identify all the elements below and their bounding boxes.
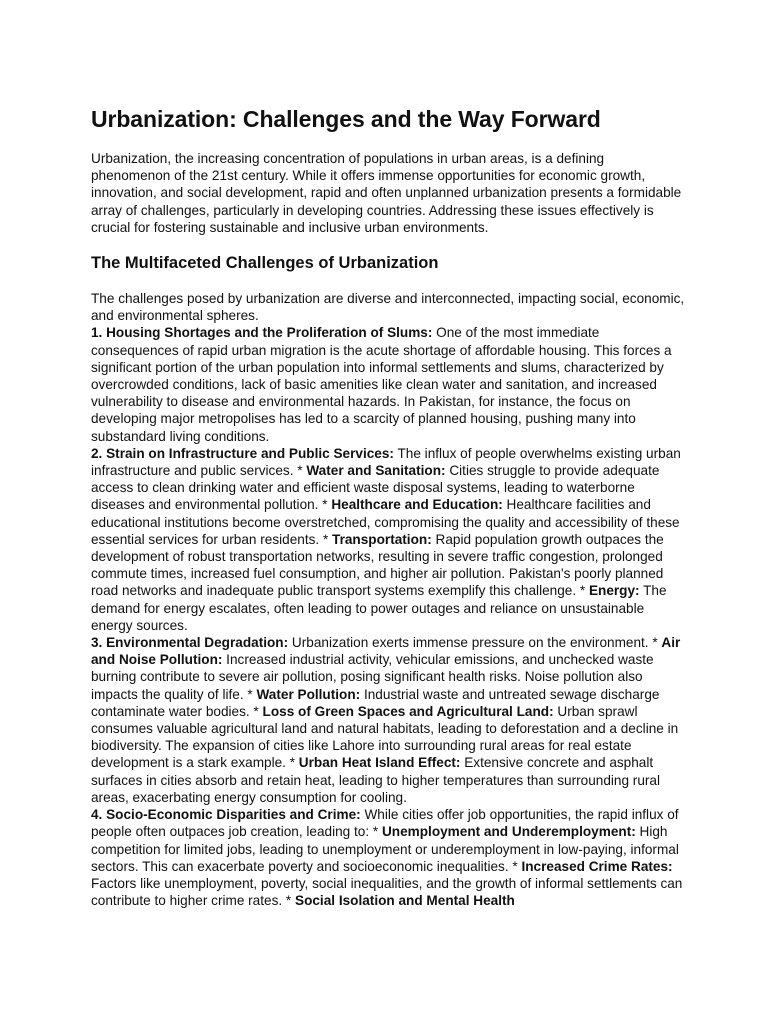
item-text: The influx of people overwhelms existing urban infrastructure and public services. * [91, 445, 681, 479]
item-text: While cities offer job opportunities, the rapid influx of people often outpaces job creation, leading to: * [91, 807, 679, 840]
subitem-text: Healthcare facilities and educational institutions become overstretched, compromising the quality and accessibility of these essential services for urban residents. * [91, 497, 680, 547]
subitem-heading: Water Pollution: [256, 686, 361, 702]
subitem-heading: Healthcare and Education: [331, 497, 503, 513]
subitem-heading: Urban Heat Island Effect: [298, 755, 461, 771]
challenge-item-environment [91, 634, 685, 806]
subitem-text: Factors like unemployment, poverty, social inequalities, and the growth of informal settlements can contribute to higher crime rates. * [91, 875, 683, 909]
subitem-text: Cities struggle to provide adequate access to clean drinking water and efficient waste disposal systems, leading to waterborne diseases and environmental pollution. * [91, 463, 660, 513]
subitem-text: Increased industrial activity, vehicular emissions, and unchecked waste burning contribute to severe air pollution, posing significant health risks. Noise pollution also impacts the quality of life. * [91, 652, 654, 702]
subitem-heading: Transportation: [332, 531, 432, 547]
challenge-item-socioeconomic [91, 806, 685, 909]
intro-paragraph: Urbanization, the increasing concentration of populations in urban areas, is a defining phenomenon of the 21st century. While it offers immense opportunities for economic growth, innovation, and social development, rapid and often unplanned urbanization presents a formidable array of challenges, particularly in developing countries. Addressing these issues effectively is crucial for fostering sustainable and inclusive urban environments. [91, 151, 682, 235]
subitem-text: Extensive concrete and asphalt surfaces in cities absorb and retain heat, leading to higher temperatures than surrounding rural areas, exacerbating energy consumption for cooling. [91, 755, 661, 805]
section-body [91, 290, 685, 909]
subitem-text: Industrial waste and untreated sewage discharge contaminate water bodies. * [91, 686, 660, 719]
item-text: One of the most immediate consequences of rapid urban migration is the acute shortage of affordable housing. This forces a significant portion of the urban population into informal settlements and slums, characterized by overcrowded conditions, lack of basic amenities like clean water and sanitation, and increased vulnerability to disease and environmental hazards. In Pakistan, for instance, the focus on developing major metropolises has led to a scarcity of planned housing, pushing many into substandard living conditions. [91, 325, 672, 444]
subitem-heading: Water and Sanitation: [306, 463, 446, 479]
subitem-heading: Increased Crime Rates: [521, 858, 673, 874]
subitem-text: Rapid population growth outpaces the development of robust transportation networks, resulting in severe traffic congestion, prolonged commute times, increased fuel consumption, and higher air pollution. Pakistan's poorly planned road networks and inadequate public transport systems exemplify this challenge. * [91, 531, 664, 599]
subitem-heading: Loss of Green Spaces and Agricultural Land: [262, 703, 554, 719]
item-text: Urbanization exerts immense pressure on the environment. * [288, 635, 662, 651]
item-heading: 2. Strain on Infrastructure and Public Services: [91, 445, 394, 461]
page-title: Urbanization: Challenges and the Way Forward [91, 106, 601, 132]
item-heading: 4. Socio-Economic Disparities and Crime: [91, 807, 361, 823]
subitem-heading: Unemployment and Underemployment: [381, 824, 636, 840]
item-heading: 3. Environmental Degradation: [91, 635, 289, 651]
subitem-heading: Social Isolation and Mental Health [295, 893, 515, 909]
section-intro: The challenges posed by urbanization are diverse and interconnected, impacting social, economic, and environmental spheres. [91, 291, 685, 324]
section-heading: The Multifaceted Challenges of Urbanization [91, 254, 439, 272]
challenge-item-housing [91, 324, 685, 444]
subitem-heading: Energy: [588, 583, 640, 599]
subitem-heading: Air and Noise Pollution: [91, 635, 681, 668]
subitem-text: Urban sprawl consumes valuable agricultural land and natural habitats, leading to deforestation and a decline in biodiversity. The expansion of cities like Lahore into surrounding rural areas for real estate development is a stark example. * [91, 703, 679, 771]
subitem-text: High competition for limited jobs, leading to unemployment or underemployment in low-paying, informal sectors. This can exacerbate poverty and socioeconomic inequalities. * [91, 824, 679, 874]
subitem-text: The demand for energy escalates, often leading to power outages and reliance on unsustainable energy sources. [91, 583, 667, 633]
challenge-item-infrastructure [91, 445, 685, 634]
item-heading: 1. Housing Shortages and the Proliferation of Slums: [91, 325, 433, 341]
